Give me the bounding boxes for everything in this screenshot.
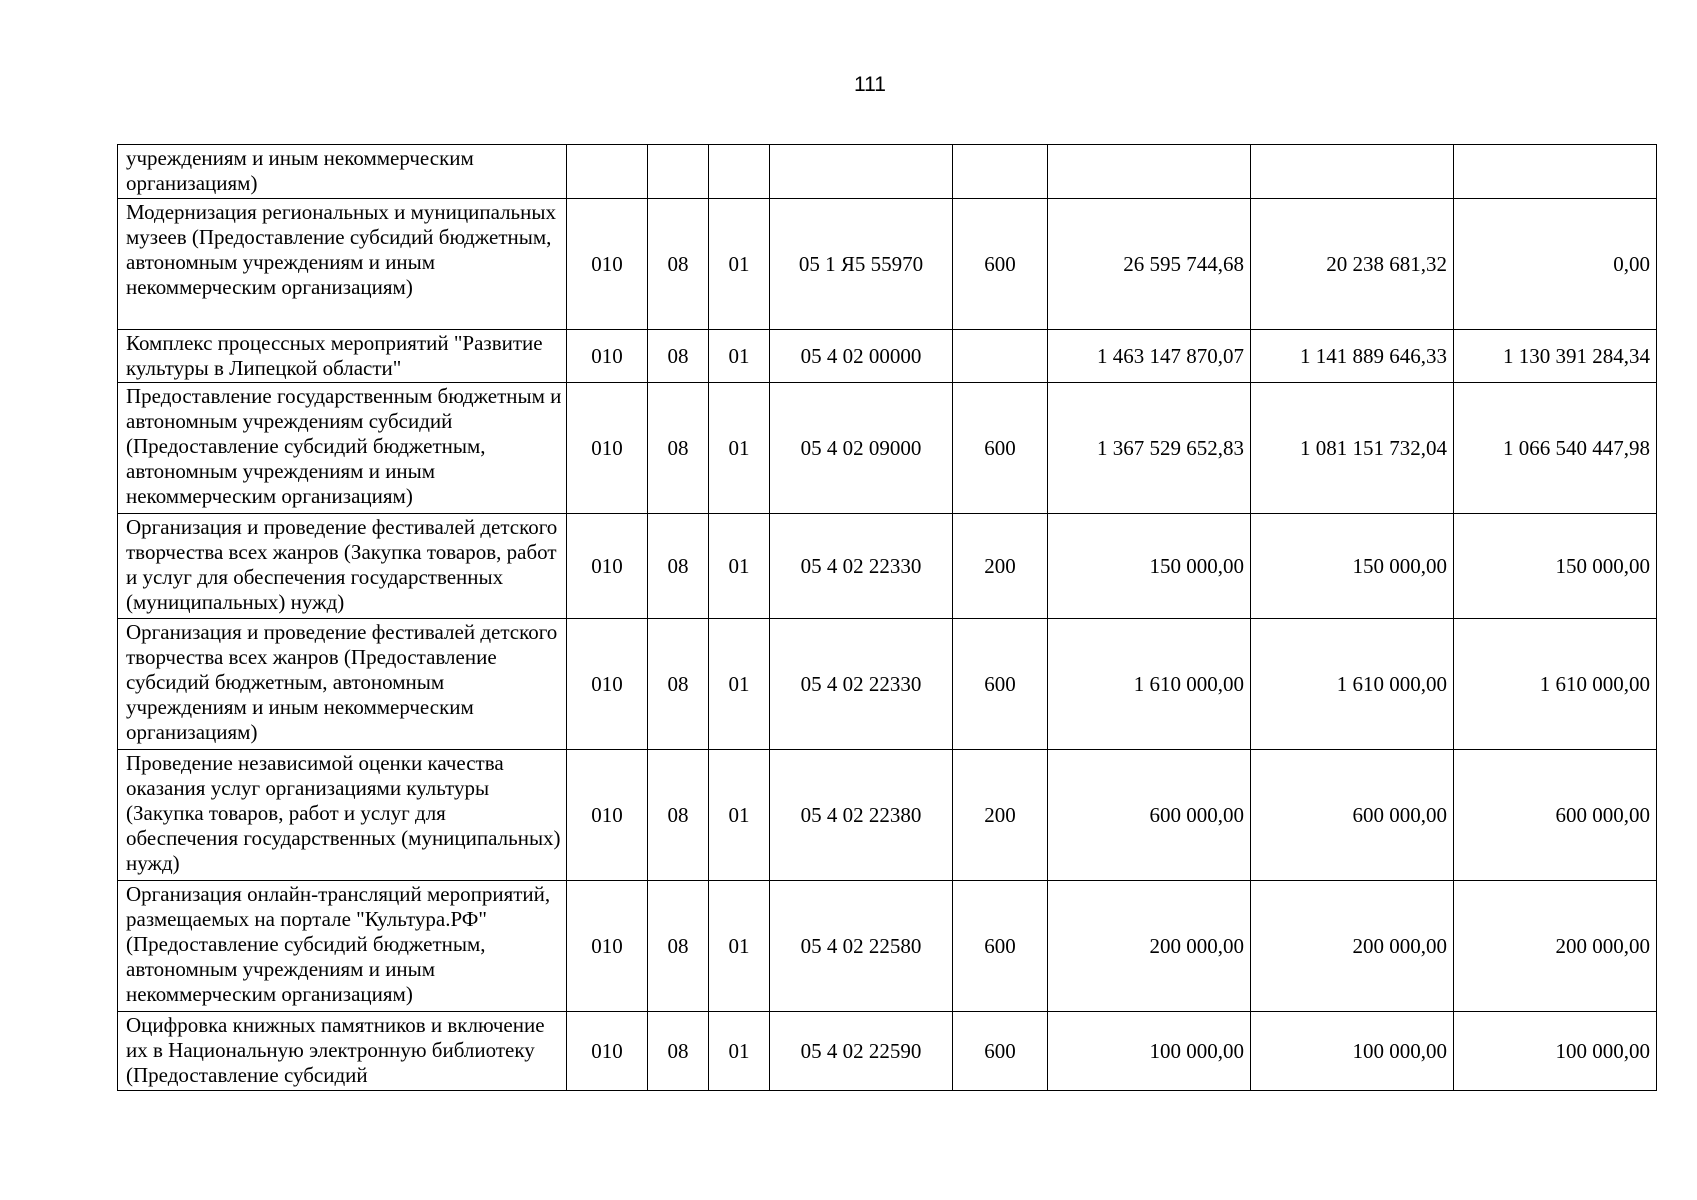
- target-article-code: 05 4 02 22380: [770, 750, 953, 881]
- amount-year-3: 1 066 540 447,98: [1454, 383, 1657, 514]
- table-row: [118, 1012, 1657, 1091]
- subsection-code: 01: [709, 750, 770, 881]
- ved-code: 010: [567, 881, 648, 1012]
- row-name: Организация онлайн-трансляций мероприятий, размещаемых на портале "Культура.РФ" (Предоставление субсидий бюджетным, автономным учреждениям и иным некоммерческим организациям): [118, 881, 567, 1012]
- table-row: [118, 619, 1657, 750]
- amount-year-3: 200 000,00: [1454, 881, 1657, 1012]
- expense-type-code: 600: [953, 199, 1048, 330]
- amount-year-2: 600 000,00: [1251, 750, 1454, 881]
- subsection-code: 01: [709, 881, 770, 1012]
- amount-year-3: [1454, 145, 1657, 199]
- section-code: [648, 145, 709, 199]
- target-article-code: 05 1 Я5 55970: [770, 199, 953, 330]
- target-article-code: 05 4 02 00000: [770, 330, 953, 383]
- table-row: [118, 514, 1657, 619]
- amount-year-1: [1048, 145, 1251, 199]
- subsection-code: 01: [709, 1012, 770, 1091]
- page-number: 111: [854, 73, 886, 96]
- table-row: [118, 881, 1657, 1012]
- ved-code: 010: [567, 750, 648, 881]
- expense-type-code: 600: [953, 383, 1048, 514]
- ved-code: 010: [567, 514, 648, 619]
- subsection-code: 01: [709, 619, 770, 750]
- amount-year-1: 100 000,00: [1048, 1012, 1251, 1091]
- amount-year-3: 100 000,00: [1454, 1012, 1657, 1091]
- target-article-code: 05 4 02 22330: [770, 619, 953, 750]
- amount-year-3: 1 130 391 284,34: [1454, 330, 1657, 383]
- amount-year-1: 150 000,00: [1048, 514, 1251, 619]
- budget-table: [117, 144, 1657, 1091]
- subsection-code: 01: [709, 514, 770, 619]
- expense-type-code: 600: [953, 619, 1048, 750]
- amount-year-2: 200 000,00: [1251, 881, 1454, 1012]
- row-name: Комплекс процессных мероприятий "Развитие культуры в Липецкой области": [118, 330, 567, 383]
- amount-year-1: 26 595 744,68: [1048, 199, 1251, 330]
- amount-year-1: 1 463 147 870,07: [1048, 330, 1251, 383]
- table-row: [118, 145, 1657, 199]
- section-code: 08: [648, 330, 709, 383]
- table-row: [118, 330, 1657, 383]
- ved-code: 010: [567, 199, 648, 330]
- row-name: Организация и проведение фестивалей детского творчества всех жанров (Закупка товаров, работ и услуг для обеспечения государственных (муниципальных) нужд): [118, 514, 567, 619]
- table-row: [118, 750, 1657, 881]
- target-article-code: [770, 145, 953, 199]
- table-row: [118, 199, 1657, 330]
- ved-code: [567, 145, 648, 199]
- ved-code: 010: [567, 1012, 648, 1091]
- amount-year-1: 200 000,00: [1048, 881, 1251, 1012]
- amount-year-1: 1 610 000,00: [1048, 619, 1251, 750]
- table-row: [118, 383, 1657, 514]
- amount-year-2: 20 238 681,32: [1251, 199, 1454, 330]
- ved-code: 010: [567, 330, 648, 383]
- amount-year-2: [1251, 145, 1454, 199]
- expense-type-code: [953, 330, 1048, 383]
- section-code: 08: [648, 514, 709, 619]
- amount-year-2: 150 000,00: [1251, 514, 1454, 619]
- section-code: 08: [648, 1012, 709, 1091]
- section-code: 08: [648, 199, 709, 330]
- expense-type-code: 200: [953, 750, 1048, 881]
- amount-year-3: 0,00: [1454, 199, 1657, 330]
- section-code: 08: [648, 750, 709, 881]
- amount-year-1: 600 000,00: [1048, 750, 1251, 881]
- amount-year-3: 600 000,00: [1454, 750, 1657, 881]
- subsection-code: 01: [709, 199, 770, 330]
- amount-year-2: 100 000,00: [1251, 1012, 1454, 1091]
- row-name: Организация и проведение фестивалей детского творчества всех жанров (Предоставление субсидий бюджетным, автономным учреждениям и иным некоммерческим организациям): [118, 619, 567, 750]
- amount-year-3: 1 610 000,00: [1454, 619, 1657, 750]
- subsection-code: 01: [709, 330, 770, 383]
- amount-year-1: 1 367 529 652,83: [1048, 383, 1251, 514]
- section-code: 08: [648, 881, 709, 1012]
- amount-year-2: 1 610 000,00: [1251, 619, 1454, 750]
- ved-code: 010: [567, 383, 648, 514]
- target-article-code: 05 4 02 22590: [770, 1012, 953, 1091]
- row-name: Модернизация региональных и муниципальных музеев (Предоставление субсидий бюджетным, автономным учреждениям и иным некоммерческим организациям): [118, 199, 567, 330]
- expense-type-code: [953, 145, 1048, 199]
- section-code: 08: [648, 619, 709, 750]
- ved-code: 010: [567, 619, 648, 750]
- row-name: учреждениям и иным некоммерческим организациям): [118, 145, 567, 199]
- expense-type-code: 600: [953, 1012, 1048, 1091]
- section-code: 08: [648, 383, 709, 514]
- expense-type-code: 200: [953, 514, 1048, 619]
- target-article-code: 05 4 02 22330: [770, 514, 953, 619]
- target-article-code: 05 4 02 22580: [770, 881, 953, 1012]
- row-name: Оцифровка книжных памятников и включение их в Национальную электронную библиотеку (Предоставление субсидий: [118, 1012, 567, 1091]
- amount-year-3: 150 000,00: [1454, 514, 1657, 619]
- row-name: Предоставление государственным бюджетным и автономным учреждениям субсидий (Предоставление субсидий бюджетным, автономным учреждениям и иным некоммерческим организациям): [118, 383, 567, 514]
- target-article-code: 05 4 02 09000: [770, 383, 953, 514]
- subsection-code: 01: [709, 383, 770, 514]
- row-name: Проведение независимой оценки качества оказания услуг организациями культуры (Закупка товаров, работ и услуг для обеспечения государственных (муниципальных) нужд): [118, 750, 567, 881]
- amount-year-2: 1 141 889 646,33: [1251, 330, 1454, 383]
- amount-year-2: 1 081 151 732,04: [1251, 383, 1454, 514]
- subsection-code: [709, 145, 770, 199]
- expense-type-code: 600: [953, 881, 1048, 1012]
